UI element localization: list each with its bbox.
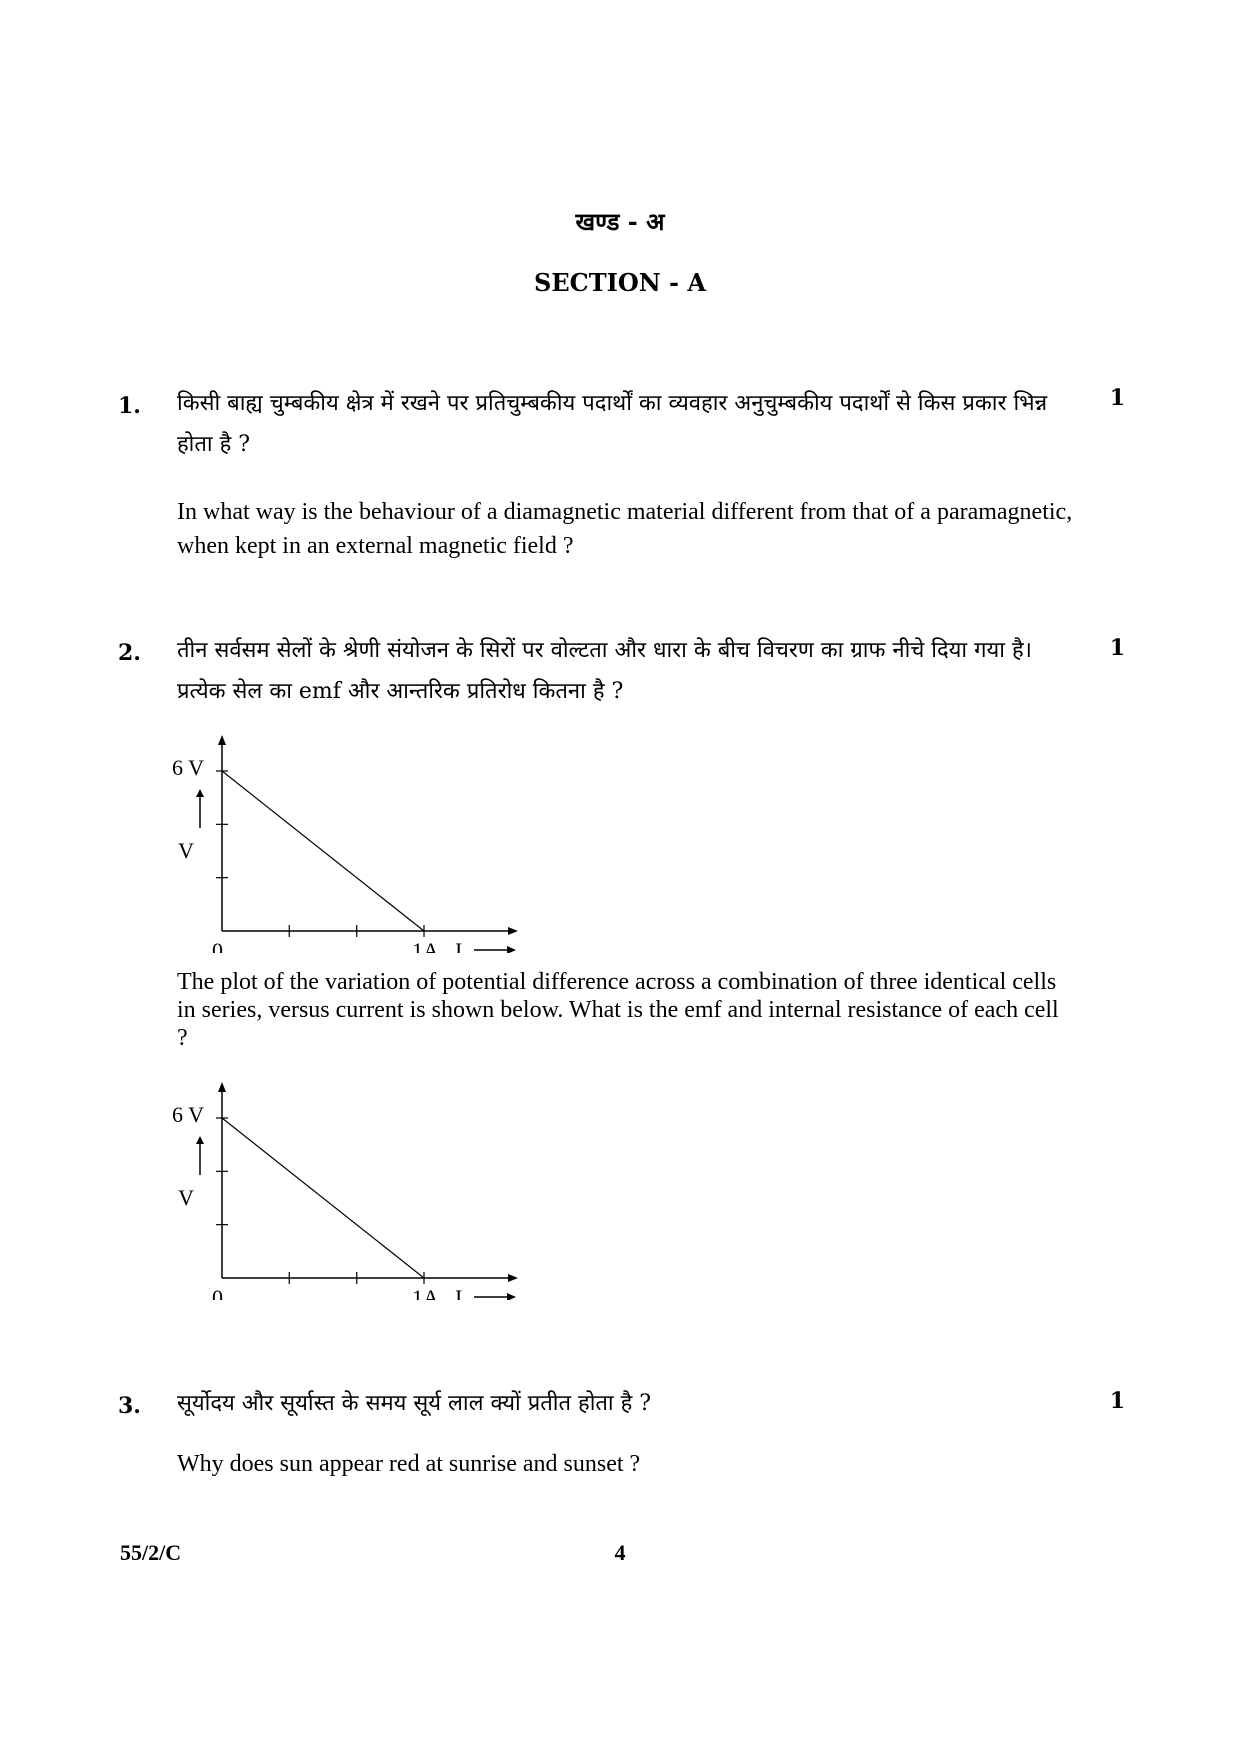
section-title-english: SECTION - A xyxy=(534,268,706,297)
question-2-hindi: तीन सर्वसम सेलों के श्रेणी संयोजन के सिरों पर वोल्टता और धारा के बीच विचरण का ग्राफ नीचे दिया गया है। प्रत्येक सेल का emf और आन्तरिक प्रतिरोध कितना है ? xyxy=(177,638,1032,704)
x-direction-arrowhead xyxy=(507,1293,516,1300)
y-top-label: 6 V xyxy=(172,1102,204,1127)
question-2-english: The plot of the variation of potential difference across a combination of three identical cells in series, versus current is shown below. What is the emf and internal resistance of each cell ? xyxy=(177,969,1059,1051)
question-3-marks: 1 xyxy=(1109,1388,1125,1414)
vi-graph-svg xyxy=(150,733,550,953)
x-axis-arrowhead xyxy=(508,1274,518,1282)
x-axis-label: I xyxy=(455,1285,463,1300)
y-direction-arrowhead xyxy=(196,1136,204,1144)
y-axis-arrowhead xyxy=(218,735,226,745)
page-number: 4 xyxy=(614,1540,626,1565)
question-2-number: 2. xyxy=(118,640,141,666)
question-1-hindi: किसी बाह्य चुम्बकीय क्षेत्र में रखने पर प्रतिचुम्बकीय पदार्थों का व्यवहार अनुचुम्बकीय पदार्थों से किस प्रकार भिन्न होता है ? xyxy=(177,391,1048,457)
x-end-label: 1A xyxy=(412,1285,439,1300)
x-direction-arrowhead xyxy=(507,946,516,953)
vi-graph-hindi xyxy=(150,733,550,953)
question-1-english: In what way is the behaviour of a diamagnetic material different from that of a paramagnetic, when kept in an external magnetic field ? xyxy=(177,499,1073,559)
question-3-number: 3. xyxy=(118,1393,141,1419)
vi-graph-english xyxy=(150,1080,550,1300)
vi-series-line xyxy=(222,771,424,931)
vi-series-line xyxy=(222,1118,424,1278)
question-2-marks: 1 xyxy=(1109,635,1125,661)
x-axis-arrowhead xyxy=(508,927,518,935)
origin-label: 0 xyxy=(212,938,223,953)
question-1-number: 1. xyxy=(118,393,141,419)
y-top-label: 6 V xyxy=(172,755,204,780)
section-title-hindi: खण्ड - अ xyxy=(575,207,665,236)
paper-code: 55/2/C xyxy=(120,1540,182,1565)
y-direction-arrowhead xyxy=(196,789,204,797)
y-axis-arrowhead xyxy=(218,1082,226,1092)
y-axis-label: V xyxy=(178,838,194,863)
x-end-label: 1A xyxy=(412,938,439,953)
vi-graph-svg xyxy=(150,1080,550,1300)
question-1-marks: 1 xyxy=(1109,385,1125,411)
y-axis-label: V xyxy=(178,1185,194,1210)
origin-label: 0 xyxy=(212,1285,223,1300)
question-3-hindi: सूर्योदय और सूर्यास्त के समय सूर्य लाल क्यों प्रतीत होता है ? xyxy=(177,1391,652,1416)
x-axis-label: I xyxy=(455,938,463,953)
question-3-english: Why does sun appear red at sunrise and sunset ? xyxy=(177,1451,641,1477)
